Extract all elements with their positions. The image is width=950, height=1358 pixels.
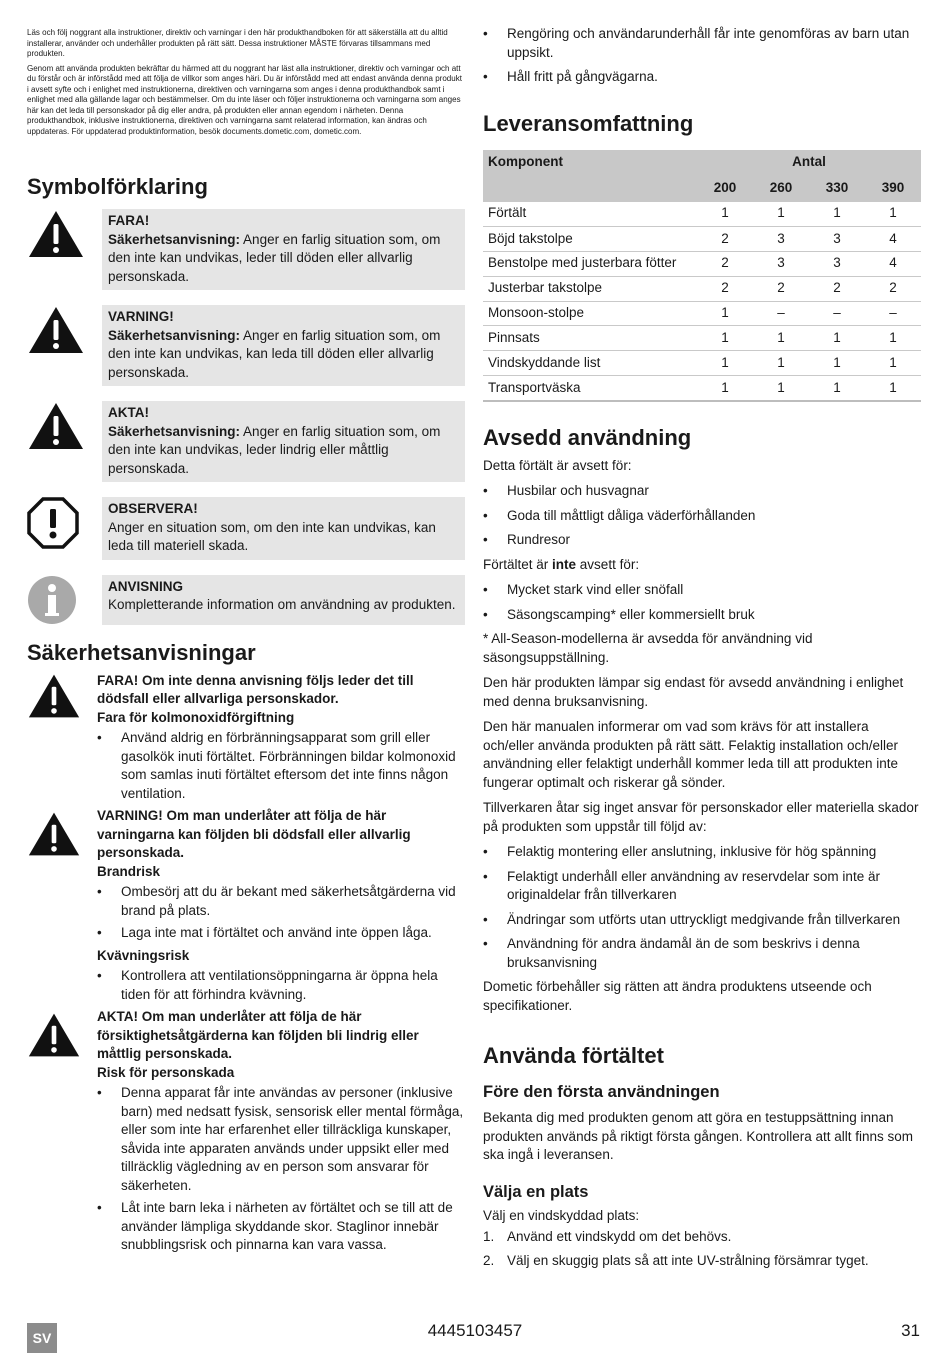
table-row — [483, 202, 921, 227]
info-circle-icon — [27, 575, 102, 625]
table-header-size: 260 — [753, 176, 809, 202]
component-quantity: 1 — [697, 301, 753, 326]
component-quantity: 1 — [697, 326, 753, 351]
page-number: 31 — [901, 1321, 920, 1340]
list-item: • Husbilar och husvagnar — [483, 482, 921, 501]
symbol-text: Anger en farlig situation som, om den inte kan undvikas, leder lindrig eller måttlig personskada. — [108, 423, 441, 476]
component-quantity: 4 — [865, 226, 921, 251]
safety-varning-list-1 — [97, 883, 465, 943]
component-name: Förtält — [483, 202, 697, 227]
safety-heading: Säkerhetsanvisningar — [27, 639, 256, 665]
safety-varning-heading: VARNING! Om man underlåter att följa de här varningarna kan följden bli dödsfall eller allvarlig personskada. — [97, 808, 411, 860]
component-name: Monsoon-stolpe — [483, 301, 697, 326]
safety-varning-list-2 — [97, 967, 465, 1004]
component-quantity: 2 — [809, 276, 865, 301]
intended-list-1 — [483, 482, 921, 550]
component-name: Böjd takstolpe — [483, 226, 697, 251]
intro-text — [27, 28, 465, 137]
symbol-text: Kompletterande information om användning av produkten. — [108, 597, 456, 612]
component-quantity: 2 — [697, 251, 753, 276]
symbol-label: ANVISNING — [108, 578, 184, 594]
warning-triangle-icon — [27, 1008, 97, 1259]
symbol-row-varning — [27, 305, 465, 386]
warning-triangle-icon — [27, 209, 102, 290]
safety-fara-subheading: Fara för kolmonoxidförgiftning — [97, 709, 295, 725]
list-item: • Felaktigt underhåll eller användning av reservdelar som inte är originaldelar från tillverkaren — [483, 868, 921, 905]
component-quantity: 4 — [865, 251, 921, 276]
delivery-heading: Leveransomfattning — [483, 110, 694, 136]
using-paragraph-2: Välj en vindskyddad plats: — [483, 1207, 640, 1223]
intended-paragraph-5: Den här manualen informerar om vad som krävs för att installera och/eller använda produkten på rätt sätt. Felaktig installation och/eller användning eller felaktigt underhåll kommer leda till att produkten inte fungerar optimalt och riskerar gå sönder. — [483, 719, 898, 790]
component-name: Benstolpe med justerbara fötter — [483, 251, 697, 276]
symbol-lead: Säkerhetsanvisning: — [108, 231, 241, 247]
component-quantity: 1 — [697, 376, 753, 401]
safety-continued-list — [483, 25, 921, 87]
component-quantity: 2 — [865, 276, 921, 301]
symbol-text: Anger en farlig situation som, om den inte kan undvikas, kan leda till döden eller allvarlig personskada. — [108, 327, 441, 380]
table-header-size: 390 — [865, 176, 921, 202]
component-quantity: 1 — [697, 351, 753, 376]
list-item: • Användning för andra ändamål än de som beskrivs i denna bruksanvisning — [483, 935, 921, 972]
intended-paragraph-6: Tillverkaren åtar sig inget ansvar för personskador eller materiella skador på produkten som uppstår till följd av: — [483, 800, 919, 834]
component-quantity: 1 — [865, 351, 921, 376]
intro-paragraph-2: Genom att använda produkten bekräftar du härmed att du noggrant har läst alla instruktioner, direktiv och varningar och att du förstår och är införstådd med att följa de villkor som anges häri. Du är införstådd med att endast använda denna produkt i avsett syfte och i enlighet med instruktionerna, direktiven och varningarna som anges i denna produkthandbok samt i enlighet med alla gällande lagar och bestämmelser. Om du inte läser och följer instruktionerna och varningarna som anges här kan det leda till personskador på dig eller andra, på produkten eller annan egendom i närheten. Denna produkthandbok, inklusive instruktionerna, direktiven och varningarna samt relaterad information, kan ändras och uppdateras. För uppdaterad produktinformation, besök documents.dometic.com, dometic.com. — [27, 63, 462, 136]
symbol-row-fara — [27, 209, 465, 290]
list-item: 1. Använd ett vindskydd om det behövs. — [483, 1229, 732, 1245]
list-item: • Låt inte barn leka i närheten av förtältet och se till att de använder lämpliga skyddande skor. Staglinor innebär snubblingsrisk och pinnarna kan vara vassa. — [97, 1199, 465, 1255]
list-item: • Rundresor — [483, 531, 921, 550]
symbol-row-akta — [27, 401, 465, 482]
list-item: • Goda till måttligt dåliga väderförhållanden — [483, 507, 921, 526]
safety-akta-list — [97, 1084, 465, 1255]
component-quantity: 2 — [697, 226, 753, 251]
safety-varning-subheading-1: Brandrisk — [97, 863, 161, 879]
list-item: • Laga inte mat i förtältet och använd inte öppen låga. — [97, 924, 465, 943]
table-header-component: Komponent — [483, 150, 697, 176]
component-quantity: – — [865, 301, 921, 326]
table-row — [483, 276, 921, 301]
component-quantity: 2 — [697, 276, 753, 301]
table-header-size: 330 — [809, 176, 865, 202]
component-quantity: 1 — [753, 326, 809, 351]
component-name: Justerbar takstolpe — [483, 276, 697, 301]
safety-akta-block — [27, 1008, 465, 1259]
table-row — [483, 351, 921, 376]
intended-paragraph-3: * All-Season-modellerna är avsedda för användning vid säsongsuppställning. — [483, 631, 813, 665]
component-quantity: 1 — [809, 351, 865, 376]
table-row — [483, 326, 921, 351]
component-quantity: 1 — [753, 376, 809, 401]
component-name: Pinnsats — [483, 326, 697, 351]
component-quantity: 1 — [809, 326, 865, 351]
symbol-row-anvisning — [27, 575, 465, 625]
symbol-row-observera — [27, 497, 465, 560]
warning-triangle-icon — [27, 401, 102, 482]
intended-paragraph-2: Förtältet är inte avsett för: — [483, 556, 640, 572]
table-header-amount: Antal — [697, 150, 921, 176]
warning-triangle-icon — [27, 305, 102, 386]
component-quantity: 1 — [809, 376, 865, 401]
list-item: • Felaktig montering eller anslutning, inklusive för hög spänning — [483, 843, 921, 862]
intended-paragraph-4: Den här produkten lämpar sig endast för avsedd användning i enlighet med denna bruksanvisning. — [483, 675, 904, 709]
list-item: • Håll fritt på gångvägarna. — [483, 68, 921, 87]
intended-list-3 — [483, 843, 921, 972]
list-item: • Denna apparat får inte användas av personer (inklusive barn) med nedsatt fysisk, sensorisk eller mental förmåga, eller som inte har erfarenhet eller tillräckliga kunskaper, såvida inte apparaten används under uppsikt eller med tillräcklig vägledning av en person som ansvarar för säkerheten. — [97, 1084, 465, 1195]
component-name: Transportväska — [483, 376, 697, 401]
intended-use-heading: Avsedd användning — [483, 424, 692, 450]
symbol-lead: Säkerhetsanvisning: — [108, 327, 241, 343]
using-heading: Använda förtältet — [483, 1043, 664, 1069]
symbol-label: OBSERVERA! — [108, 501, 198, 516]
component-quantity: 3 — [753, 251, 809, 276]
component-quantity: – — [809, 301, 865, 326]
delivery-table-body — [483, 202, 921, 401]
delivery-table — [483, 150, 921, 402]
safety-varning-block — [27, 807, 465, 1008]
component-name: Vindskyddande list — [483, 351, 697, 376]
safety-fara-heading: FARA! Om inte denna anvisning följs leder det till dödsfall eller allvarliga personskador. — [97, 672, 414, 706]
component-quantity: 1 — [865, 202, 921, 227]
list-item: 2. Välj en skuggig plats så att inte UV-strålning försämrar tyget. — [483, 1252, 869, 1268]
list-item: • Säsongscamping* eller kommersiellt bruk — [483, 606, 921, 625]
table-row — [483, 376, 921, 401]
list-item: • Kontrollera att ventilationsöppningarna är öppna hela tiden för att förhindra kvävning. — [97, 967, 465, 1004]
intended-paragraph-7: Dometic förbehåller sig rätten att ändra produktens utseende och specifikationer. — [483, 979, 872, 1013]
table-row — [483, 226, 921, 251]
symbol-label: FARA! — [108, 213, 150, 228]
safety-varning-subheading-2: Kvävningsrisk — [97, 947, 190, 963]
symbol-lead: Säkerhetsanvisning: — [108, 423, 241, 439]
component-quantity: 3 — [753, 226, 809, 251]
list-item: • Ändringar som utförts utan uttryckligt medgivande från tillverkaren — [483, 911, 921, 930]
document-number: 4445103457 — [427, 1321, 523, 1340]
notice-octagon-icon — [27, 497, 102, 560]
right-column — [483, 22, 921, 1275]
symbol-label: VARNING! — [108, 309, 174, 324]
component-quantity: 1 — [753, 202, 809, 227]
list-item: • Använd aldrig en förbränningsapparat som grill eller gasolkök inuti förtältet. Förbränningen bildar kolmonoxid som samlas inuti förtältet eftersom det inte finns någon ventilation. — [97, 729, 465, 803]
left-column — [27, 28, 465, 1259]
symbols-heading: Symbolförklaring — [27, 174, 208, 199]
component-quantity: 1 — [753, 351, 809, 376]
emphasis-not: inte — [552, 556, 577, 572]
component-quantity: 1 — [865, 326, 921, 351]
intended-list-2 — [483, 581, 921, 624]
safety-fara-block — [27, 672, 465, 808]
component-quantity: – — [753, 301, 809, 326]
safety-akta-subheading: Risk för personskada — [97, 1064, 235, 1080]
component-quantity: 1 — [865, 376, 921, 401]
safety-akta-heading: AKTA! Om man underlåter att följa de här försiktighetsåtgärderna kan följden bli lindrig eller måttlig personskada. — [97, 1009, 419, 1061]
intro-paragraph-1: Läs och följ noggrant alla instruktioner, direktiv och varningar i den här produkthandboken för att säkerställa att du alltid installerar, använder och underhåller produkten på rätt sätt. Dessa instruktioner MÅSTE förvaras tillsammans med produkten. — [27, 28, 448, 58]
using-paragraph-1: Bekanta dig med produkten genom att göra en testuppsättning innan produkten används på riktigt första gången. Kontrollera att allt finns som ska ingå i leveransen. — [483, 1110, 913, 1163]
component-quantity: 3 — [809, 226, 865, 251]
warning-triangle-icon — [27, 672, 97, 808]
safety-fara-list — [97, 729, 465, 803]
component-quantity: 1 — [697, 202, 753, 227]
component-quantity: 2 — [753, 276, 809, 301]
warning-triangle-icon — [27, 807, 97, 1008]
table-header-size: 200 — [697, 176, 753, 202]
component-quantity: 1 — [809, 202, 865, 227]
using-subheading-1: Före den första användningen — [483, 1083, 720, 1102]
list-item: • Ombesörj att du är bekant med säkerhetsåtgärderna vid brand på plats. — [97, 883, 465, 920]
symbol-list — [27, 209, 465, 625]
using-subheading-2: Välja en plats — [483, 1182, 589, 1201]
table-row — [483, 251, 921, 276]
symbol-label: AKTA! — [108, 405, 149, 420]
symbol-text: Anger en farlig situation som, om den inte kan undvikas, leder till döden eller allvarlig personskada. — [108, 231, 441, 284]
table-row — [483, 301, 921, 326]
symbol-text: Anger en situation som, om den inte kan undvikas, kan leda till materiell skada. — [108, 519, 436, 553]
list-item: • Rengöring och användarunderhåll får inte genomföras av barn utan uppsikt. — [483, 25, 921, 62]
list-item: • Mycket stark vind eller snöfall — [483, 581, 921, 600]
component-quantity: 3 — [809, 251, 865, 276]
using-steps — [483, 1228, 921, 1270]
language-badge: SV — [27, 1323, 57, 1353]
intended-paragraph-1: Detta förtält är avsett för: — [483, 457, 632, 473]
